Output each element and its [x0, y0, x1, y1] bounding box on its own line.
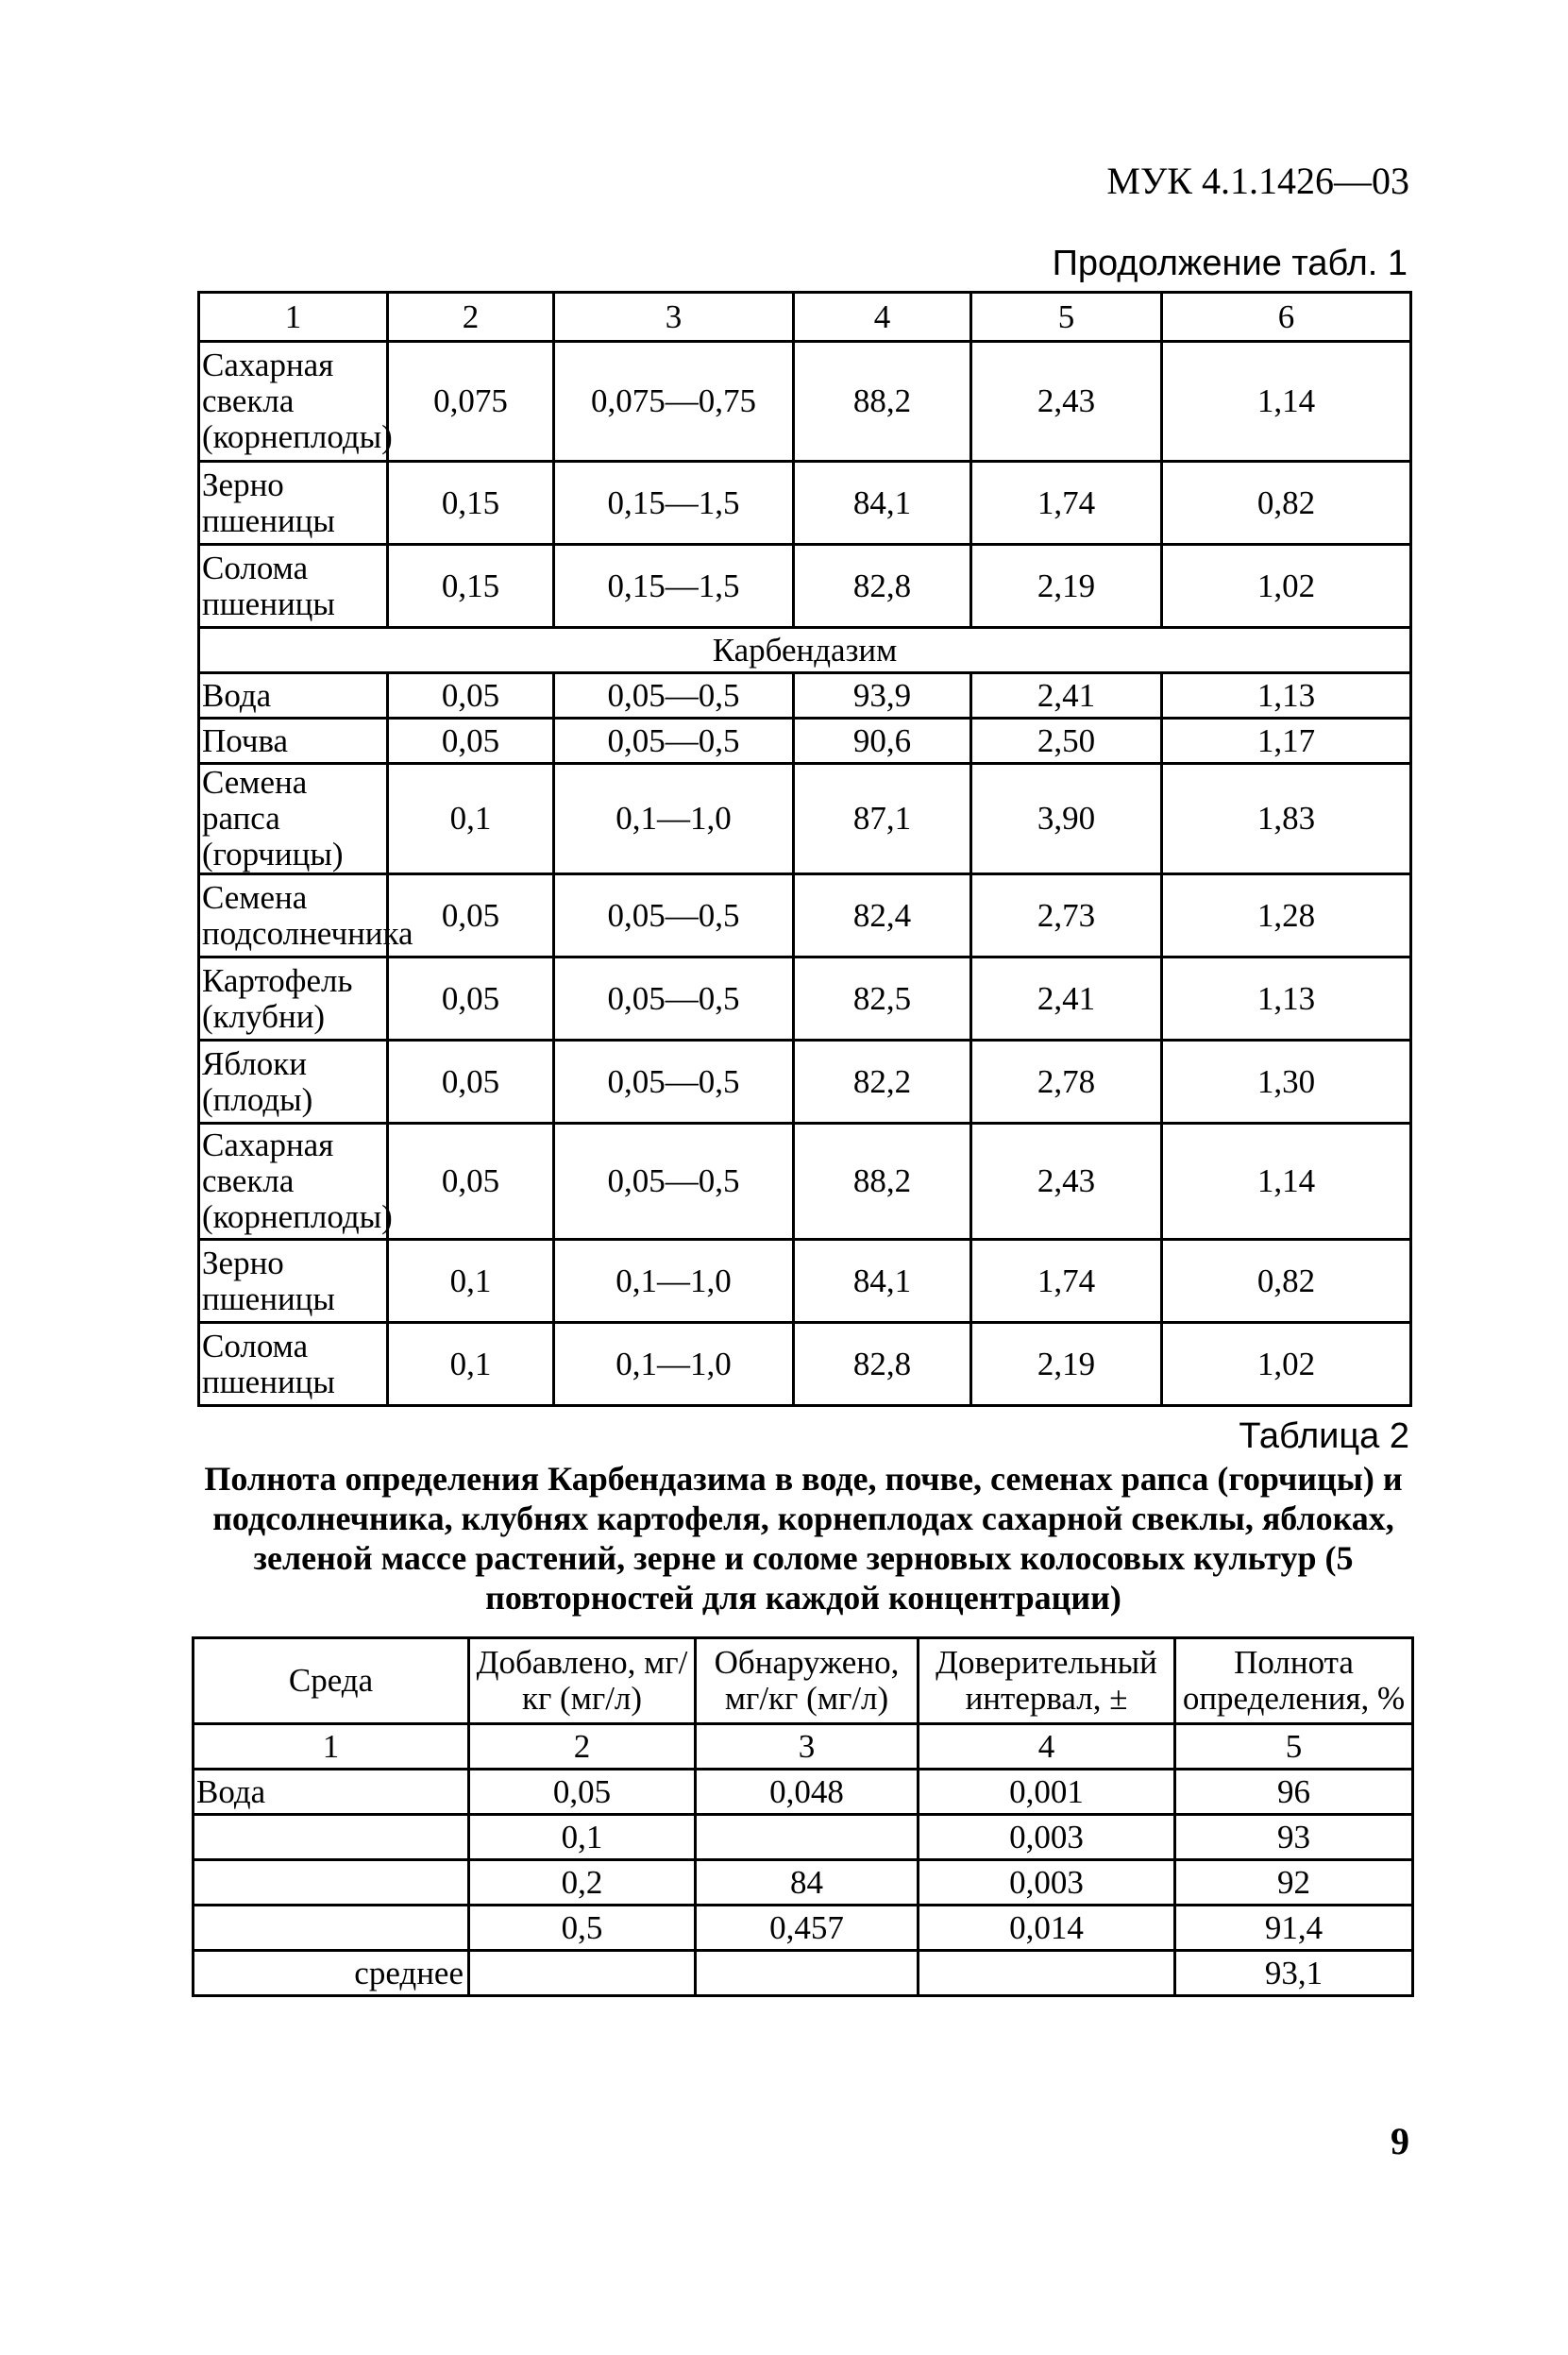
table-cell: 0,05: [388, 673, 554, 719]
table-cell: 0,075: [388, 342, 554, 462]
table-cell: 84,1: [794, 462, 971, 545]
table-cell: 0,5: [469, 1906, 696, 1951]
table-cell: 1,30: [1162, 1041, 1411, 1124]
table-cell: 3,90: [971, 764, 1162, 874]
table-continuation-label: Продолжение табл. 1: [1052, 244, 1408, 283]
table-cell: Полнота определения, %: [1175, 1638, 1413, 1724]
table-row: [194, 1815, 1413, 1860]
table-cell: Солома пшеницы: [199, 1323, 388, 1406]
table-cell: [194, 1815, 469, 1860]
table-cell: 2,78: [971, 1041, 1162, 1124]
table-row: [194, 1860, 1413, 1906]
table-2-label: Таблица 2: [1239, 1416, 1409, 1456]
table-cell: 0,05: [469, 1770, 696, 1815]
page-number: 9: [1391, 2120, 1409, 2162]
table-cell: 4: [919, 1724, 1175, 1770]
table-cell: 0,05: [388, 957, 554, 1041]
table-cell: Солома пшеницы: [199, 545, 388, 628]
table-cell: Картофель (клубни): [199, 957, 388, 1041]
table-cell: 0,05—0,5: [554, 1124, 794, 1240]
table-row: [199, 342, 1411, 462]
table-cell: Обнаружено, мг/кг (мг/л): [696, 1638, 919, 1724]
table-cell: [194, 1860, 469, 1906]
table-cell: [469, 1951, 696, 1996]
table-cell: 1,74: [971, 1240, 1162, 1323]
table-cell: 1,13: [1162, 957, 1411, 1041]
table-cell: 2,73: [971, 874, 1162, 957]
table-cell: 0,1: [469, 1815, 696, 1860]
table-cell: 0,075—0,75: [554, 342, 794, 462]
table-cell: Зерно пшеницы: [199, 1240, 388, 1323]
table-cell: Семена подсолнечника: [199, 874, 388, 957]
table-cell: 0,05—0,5: [554, 1041, 794, 1124]
table-cell: 0,05—0,5: [554, 957, 794, 1041]
table-cell: 0,82: [1162, 1240, 1411, 1323]
table-cell: [696, 1951, 919, 1996]
table-cell: 91,4: [1175, 1906, 1413, 1951]
table-row: [199, 462, 1411, 545]
table-cell: 0,05: [388, 874, 554, 957]
table-cell: 0,1—1,0: [554, 1240, 794, 1323]
table-cell: 0,1—1,0: [554, 764, 794, 874]
table-cell: 82,2: [794, 1041, 971, 1124]
table-section-row: [199, 628, 1411, 673]
table-cell: 2: [469, 1724, 696, 1770]
table-row: [199, 1240, 1411, 1323]
table-cell: 93,9: [794, 673, 971, 719]
table-cell: 2,19: [971, 545, 1162, 628]
table-row: [199, 545, 1411, 628]
table-cell: 93,1: [1175, 1951, 1413, 1996]
table-cell: 87,1: [794, 764, 971, 874]
table-cell: 3: [554, 293, 794, 342]
table-cell: 92: [1175, 1860, 1413, 1906]
table-cell: [919, 1951, 1175, 1996]
table-cell: 0,05: [388, 1041, 554, 1124]
table-cell: 2,41: [971, 957, 1162, 1041]
table-cell: 2,41: [971, 673, 1162, 719]
table-cell: 0,05—0,5: [554, 673, 794, 719]
table-row: [199, 1323, 1411, 1406]
table-cell: 5: [971, 293, 1162, 342]
table-cell: 3: [696, 1724, 919, 1770]
table-cell: 82,5: [794, 957, 971, 1041]
table-cell: 2,50: [971, 719, 1162, 764]
table-cell: 82,8: [794, 545, 971, 628]
table-row: [194, 1951, 1413, 1996]
table-cell: 0,82: [1162, 462, 1411, 545]
table-2-title: Полнота определения Карбендазима в воде, почве, семенах рапса (горчицы) и подсолнечника, клубнях картофеля, корнеплодах сахарной свеклы, яблоках, зеленой массе растений, зерне и соломе зерновых колосовых культур (5 повторностей для каждой концентрации): [204, 1460, 1403, 1617]
table-cell: 4: [794, 293, 971, 342]
table-cell: 88,2: [794, 342, 971, 462]
table-cell: [194, 1906, 469, 1951]
table-cell: 0,1: [388, 1240, 554, 1323]
table-cell: Среда: [194, 1638, 469, 1724]
table-cell: 1,02: [1162, 1323, 1411, 1406]
table-cell: 88,2: [794, 1124, 971, 1240]
table-cell: 1,14: [1162, 342, 1411, 462]
table-cell: 0,15—1,5: [554, 545, 794, 628]
table-cell: 82,8: [794, 1323, 971, 1406]
table-cell: 84,1: [794, 1240, 971, 1323]
table-cell: 93: [1175, 1815, 1413, 1860]
table-row: [199, 673, 1411, 719]
table-cell: 1: [194, 1724, 469, 1770]
table-cell: 1,74: [971, 462, 1162, 545]
table-cell: 1,28: [1162, 874, 1411, 957]
table-cell: 1,14: [1162, 1124, 1411, 1240]
table-cell: 82,4: [794, 874, 971, 957]
table-cell: 84: [696, 1860, 919, 1906]
table-cell: 1,17: [1162, 719, 1411, 764]
table-cell: Почва: [199, 719, 388, 764]
table-cell: 0,1: [388, 1323, 554, 1406]
table-row: [199, 874, 1411, 957]
table-cell: Зерно пшеницы: [199, 462, 388, 545]
table-cell: Сахарная свекла (корнеплоды): [199, 1124, 388, 1240]
table-cell: 0,05: [388, 1124, 554, 1240]
table-row: [194, 1906, 1413, 1951]
table-row: [199, 719, 1411, 764]
table-cell: среднее: [194, 1951, 469, 1996]
table-cell: 0,1—1,0: [554, 1323, 794, 1406]
document-code: МУК 4.1.1426—03: [1106, 160, 1409, 202]
table-cell: 1,13: [1162, 673, 1411, 719]
table-cell: 0,05—0,5: [554, 719, 794, 764]
table-row: [199, 1124, 1411, 1240]
table-cell: 0,001: [919, 1770, 1175, 1815]
table-cell: Сахарная свекла (корнеплоды): [199, 342, 388, 462]
table-cell: 0,2: [469, 1860, 696, 1906]
table-cell: 0,15—1,5: [554, 462, 794, 545]
table-1: [197, 291, 1412, 1407]
table-cell: 2: [388, 293, 554, 342]
table-row: [194, 1770, 1413, 1815]
table-row: [199, 1041, 1411, 1124]
table-cell: 0,003: [919, 1815, 1175, 1860]
table-row: [199, 764, 1411, 874]
table-cell: Семена рапса (горчицы): [199, 764, 388, 874]
table-cell: 0,05: [388, 719, 554, 764]
table-cell: 1: [199, 293, 388, 342]
table-cell: 2,19: [971, 1323, 1162, 1406]
table-cell: Вода: [199, 673, 388, 719]
table-cell: 0,15: [388, 462, 554, 545]
table-cell: 0,1: [388, 764, 554, 874]
table-cell: 96: [1175, 1770, 1413, 1815]
table-cell: 0,003: [919, 1860, 1175, 1906]
table-cell: 0,05—0,5: [554, 874, 794, 957]
table-cell: 0,014: [919, 1906, 1175, 1951]
table-cell: Карбендазим: [199, 628, 1411, 673]
table-cell: 2,43: [971, 342, 1162, 462]
table-cell: 0,048: [696, 1770, 919, 1815]
table-cell: 2,43: [971, 1124, 1162, 1240]
table-cell: 1,02: [1162, 545, 1411, 628]
table-row: [199, 957, 1411, 1041]
table-cell: 6: [1162, 293, 1411, 342]
table-cell: 0,15: [388, 545, 554, 628]
table-cell: [696, 1815, 919, 1860]
table-cell: 90,6: [794, 719, 971, 764]
table-cell: 5: [1175, 1724, 1413, 1770]
table-number-row: [194, 1724, 1413, 1770]
table-cell: Доверительный интервал, ±: [919, 1638, 1175, 1724]
table-cell: 0,457: [696, 1906, 919, 1951]
table-header-row: [194, 1638, 1413, 1724]
table-2: [192, 1636, 1414, 1997]
table-cell: Добавлено, мг/кг (мг/л): [469, 1638, 696, 1724]
table-cell: 1,83: [1162, 764, 1411, 874]
table-cell: Вода: [194, 1770, 469, 1815]
table-cell: Яблоки (плоды): [199, 1041, 388, 1124]
table-header-row: [199, 293, 1411, 342]
